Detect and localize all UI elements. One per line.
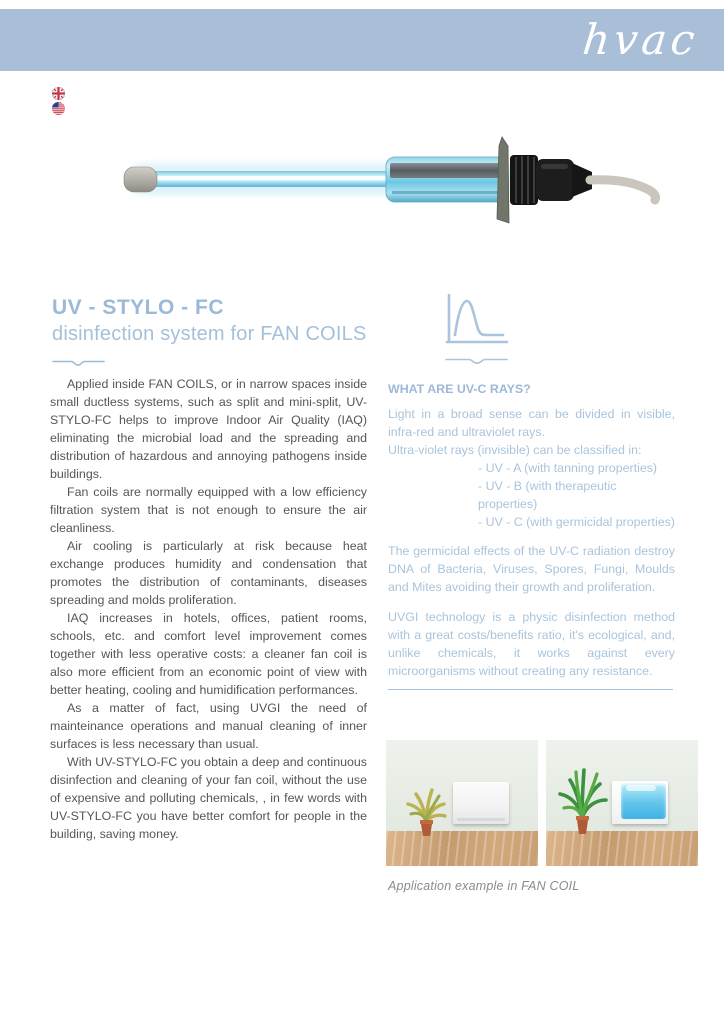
squiggle-divider-icon: [445, 357, 509, 366]
product-title: UV - STYLO - FC: [52, 296, 224, 319]
body-paragraph: Air cooling is particularly at risk because heat exchange produces humidity and condensation that promotes the distribution of contaminants, diseases spreading and molds proliferation.: [50, 539, 367, 607]
germicidal-paragraph: The germicidal effects of the UV-C radiation destroy DNA of Bacteria, Viruses, Spores, Fungi, Moulds and Mites avoiding their growth and proliferation.: [388, 544, 675, 594]
power-cable: [590, 180, 655, 200]
info-classification-intro: Ultra-violet rays (invisible) can be classified in:: [388, 443, 642, 457]
hvac-logo: hvac: [580, 15, 701, 64]
wilted-plant: [398, 776, 454, 838]
us-flag-icon[interactable]: [52, 102, 65, 115]
uv-type-item: - UV - B (with therapeutic properties): [478, 479, 617, 511]
lamp-tip-cap: [124, 167, 157, 192]
main-text-column: [50, 375, 367, 843]
title-block: [52, 296, 392, 346]
fan-coil-unit: [453, 782, 509, 824]
uv-types-list: [478, 459, 675, 531]
application-photo-before: [386, 740, 538, 866]
uv-spectrum-chart-icon: [443, 292, 511, 348]
info-heading: WHAT ARE UV-C RAYS?: [388, 382, 531, 396]
uvgi-paragraph: UVGI technology is a physic disinfection method with a great costs/benefits ratio, it's ecological, and, unlike chemicals, it works against every microorganisms without creating any resistance.: [388, 610, 675, 678]
photo-caption: Application example in FAN COIL: [388, 879, 580, 893]
uv-lamp-product-image: [118, 133, 663, 238]
body-paragraph: As a matter of fact, using UVGI the need of mainteinance operations and manual cleaning of inner surfaces is less necessary than usual.: [50, 701, 367, 751]
healthy-plant: [552, 760, 614, 836]
product-subtitle: disinfection system for FAN COILS: [52, 323, 367, 345]
header-band: [0, 9, 724, 71]
uk-flag-icon[interactable]: [52, 87, 65, 100]
lamp-inner-reflector: [390, 163, 502, 178]
body-paragraph: Fan coils are normally equipped with a low efficiency filtration system that is not enough to ensure the air cleanliness.: [50, 485, 367, 535]
language-switcher: [52, 87, 65, 115]
fan-coil-unit-uv: [612, 781, 668, 824]
divider-line: [388, 689, 673, 690]
application-photo-after: [546, 740, 698, 866]
wood-floor: [546, 831, 698, 866]
info-column: [388, 382, 675, 690]
mounting-bracket-fin: [497, 137, 509, 223]
info-intro: Light in a broad sense can be divided in visible, infra-red and ultraviolet rays.: [388, 407, 675, 439]
body-paragraph: Applied inside FAN COILS, or in narrow spaces inside small ductless systems, such as split and mini-split, UV-STYLO-FC helps to improve Indoor Air Quality (IAQ) eliminating the microbial load and the spreading and distribution of hazardous and annoying pathogens inside buildings.: [50, 377, 367, 481]
squiggle-divider-icon: [52, 359, 106, 368]
uv-type-item: - UV - C (with germicidal properties): [478, 515, 675, 529]
body-paragraph: With UV-STYLO-FC you obtain a deep and continuous disinfection and cleaning of your fan coil, without the use of expensive and polluting chemicals, , in few words with UV-STYLO-FC you have better comfort for people in the building, saving money.: [50, 755, 367, 841]
uv-type-item: - UV - A (with tanning properties): [478, 461, 658, 475]
body-paragraph: IAQ increases in hotels, offices, patient rooms, schools, etc. and comfort level improvement comes together with less operative costs: a cleaner fan coil is also more efficient from an economic point of view with better heating, cooling and humidification performances.: [50, 611, 367, 697]
